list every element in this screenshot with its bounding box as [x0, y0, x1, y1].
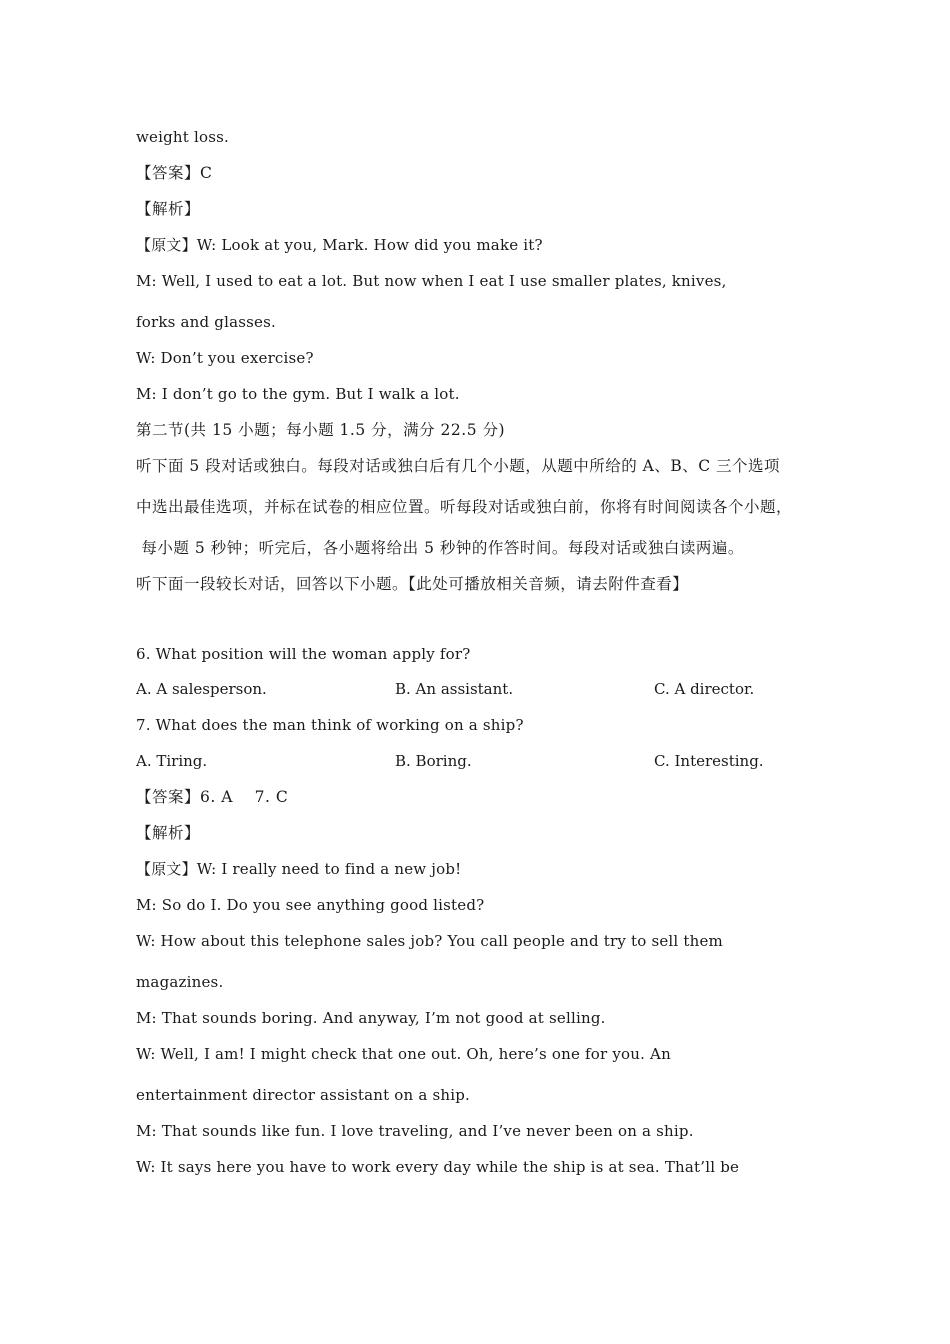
- transcript-line: 【原文】W: I really need to find a new job!: [136, 860, 462, 878]
- instruction-line: 听下面一段较长对话，回答以下小题。【此处可播放相关音频，请去附件查看】: [136, 575, 689, 593]
- transcript-line: W: It says here you have to work every day while the ship is at sea. That’ll be: [136, 1158, 740, 1176]
- instruction-line: 听下面 5 段对话或独白。每段对话或独白后有几个小题，从题中所给的 A、B、C 三个选项: [136, 457, 781, 475]
- transcript-line: 【原文】W: Look at you, Mark. How did you make it?: [136, 236, 543, 254]
- transcript-line: W: How about this telephone sales job? You call people and try to sell them: [136, 932, 723, 950]
- transcript-line: magazines.: [136, 973, 224, 991]
- transcript-line: W: Well, I am! I might check that one out. Oh, here’s one for you. An: [136, 1045, 671, 1063]
- instruction-line: 中选出最佳选项，并标在试卷的相应位置。听每段对话或独白前，你将有时间阅读各个小题，: [136, 498, 793, 516]
- transcript-line: M: I don’t go to the gym. But I walk a lot.: [136, 385, 460, 403]
- transcript-line: W: Don’t you exercise?: [136, 349, 314, 367]
- answer-label: 【答案】C: [136, 164, 213, 182]
- transcript-line: M: That sounds like fun. I love traveling, and I’ve never been on a ship.: [136, 1122, 694, 1140]
- transcript-line: entertainment director assistant on a ship.: [136, 1086, 471, 1104]
- answer-label: 【答案】6. A 7. C: [136, 788, 289, 806]
- section-title: 第二节(共 15 小题；每小题 1.5 分，满分 22.5 分): [136, 421, 506, 439]
- option-a: A. Tiring.: [136, 752, 208, 770]
- instruction-line: 每小题 5 秒钟；听完后，各小题将给出 5 秒钟的作答时间。每段对话或独白读两遍。: [136, 539, 744, 557]
- question-stem: 6. What position will the woman apply for?: [136, 645, 471, 663]
- option-b: B. Boring.: [395, 752, 472, 770]
- option-c: C. A director.: [654, 680, 755, 698]
- question-stem: 7. What does the man think of working on a ship?: [136, 716, 524, 734]
- option-b: B. An assistant.: [395, 680, 514, 698]
- transcript-line: M: So do I. Do you see anything good listed?: [136, 896, 485, 914]
- option-c: C. Interesting.: [654, 752, 764, 770]
- transcript-line: forks and glasses.: [136, 313, 276, 331]
- transcript-line: M: That sounds boring. And anyway, I’m not good at selling.: [136, 1009, 606, 1027]
- analysis-label: 【解析】: [136, 200, 201, 218]
- text-line: weight loss.: [136, 128, 229, 146]
- option-a: A. A salesperson.: [136, 680, 267, 698]
- analysis-label: 【解析】: [136, 824, 201, 842]
- transcript-line: M: Well, I used to eat a lot. But now when I eat I use smaller plates, knives,: [136, 272, 727, 290]
